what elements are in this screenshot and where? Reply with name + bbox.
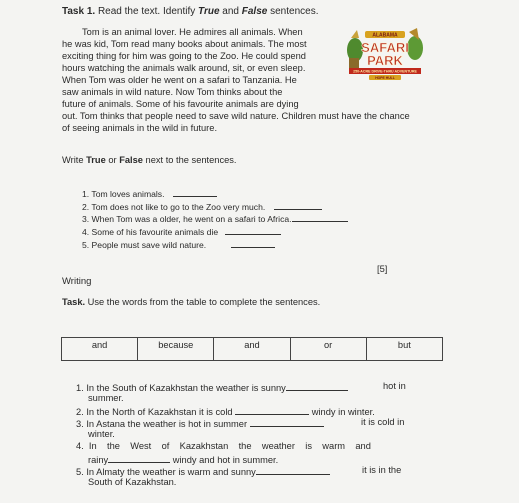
- tf-instruction: [62, 155, 237, 166]
- safari-park-logo: [347, 28, 423, 82]
- answer-blank[interactable]: [235, 405, 309, 415]
- logo-bottom-text: HOPE HULL: [375, 76, 395, 80]
- passage-line: Tom is an animal lover. He admires all animals. When: [82, 27, 303, 37]
- passage-line: out. Tom thinks that people need to save wild nature. Children must have the chance: [62, 111, 410, 121]
- sentence-text: 4. In the West of Kazakhstan the weather is warm and: [76, 441, 371, 451]
- word-table-row: [62, 338, 443, 361]
- answer-blank[interactable]: [292, 212, 348, 222]
- tf-item-text: 4. Some of his favourite animals die: [82, 227, 219, 237]
- sentence-text: hot in: [383, 381, 406, 391]
- title-suffix-text: sentences.: [267, 6, 319, 17]
- answer-blank[interactable]: [256, 465, 330, 475]
- answer-blank[interactable]: [108, 453, 170, 463]
- sentence-text: rainy: [88, 455, 109, 465]
- passage-line: When Tom was older he went on a safari to Tanzania. He: [62, 75, 297, 85]
- word-cell: and: [62, 338, 138, 361]
- passage-line: future of animals. Some of his favourite animals are dying: [62, 99, 299, 109]
- logo-graphic: [347, 28, 423, 82]
- logo-title-line1: SAFARI: [361, 40, 409, 55]
- passage-line: exciting thing for him was going to the Zoo. He could spend: [62, 51, 306, 61]
- sentence-text: 5. In Almaty the weather is warm and sunny: [76, 467, 256, 477]
- answer-blank[interactable]: [286, 381, 348, 391]
- sentence-text: 3. In Astana the weather is hot in summer: [76, 419, 248, 429]
- title-true-word: True: [198, 6, 220, 17]
- passage-line: he was kid, Tom read many books about animals. The most: [62, 39, 307, 49]
- task-label: Task.: [62, 297, 86, 307]
- answer-blank[interactable]: [231, 238, 275, 248]
- logo-title-line2: PARK: [367, 53, 403, 68]
- word-cell: because: [138, 338, 214, 361]
- tf-item: [82, 187, 217, 200]
- passage-line: hours watching the animals walk around, sit, or even sleep.: [62, 63, 306, 73]
- sentence-text: it is cold in: [361, 417, 405, 427]
- sentence-text: windy in winter.: [311, 407, 375, 417]
- word-cell: but: [366, 338, 442, 361]
- tf-item-text: 1. Tom loves animals.: [82, 189, 165, 199]
- tf-item: [82, 238, 275, 251]
- word-cell: and: [214, 338, 290, 361]
- passage-line: of seeing animals in the wild in future.: [62, 123, 218, 133]
- word-table: [61, 337, 443, 361]
- logo-top-text: ALABAMA: [372, 32, 398, 39]
- instruction-true-word: True: [86, 155, 106, 165]
- title-and-text: and: [219, 6, 242, 17]
- passage-line: saw animals in wild nature. Now Tom thinks about the: [62, 87, 283, 97]
- word-cell: or: [290, 338, 366, 361]
- sentence-text: windy and hot in summer.: [172, 455, 279, 465]
- sentence-text: winter.: [88, 429, 115, 439]
- task-text: Use the words from the table to complete the sentences.: [85, 297, 321, 307]
- title-text: Read the text. Identify: [95, 6, 199, 17]
- tf-item-text: 5. People must save wild nature.: [82, 240, 207, 250]
- instruction-text: or: [105, 155, 120, 165]
- answer-blank[interactable]: [225, 225, 281, 235]
- instruction-text: Write: [62, 155, 87, 165]
- section-heading: Writing: [62, 276, 92, 287]
- sentence-text: South of Kazakhstan.: [88, 477, 177, 487]
- answer-blank[interactable]: [274, 200, 322, 210]
- sentence-text: 1. In the South of Kazakhstan the weather is sunny: [76, 383, 286, 393]
- tf-item-text: 3. When Tom was a older, he went on a safari to Africa.: [82, 214, 292, 224]
- score-mark: [5]: [377, 264, 388, 274]
- answer-blank[interactable]: [250, 417, 324, 427]
- sentence-text: it is in the: [362, 465, 402, 475]
- writing-task: [62, 297, 320, 308]
- logo-tagline: 250-ACRE DRIVE-THRU ADVENTURE: [353, 69, 417, 74]
- tf-item-text: 2. Tom does not like to go to the Zoo very much.: [82, 202, 266, 212]
- tf-item: [82, 212, 348, 225]
- instruction-false-word: False: [119, 155, 143, 165]
- tf-item: [82, 225, 281, 238]
- answer-blank[interactable]: [173, 187, 217, 197]
- instruction-text: next to the sentences.: [142, 155, 237, 165]
- sentence-text: 2. In the North of Kazakhstan it is cold: [76, 407, 233, 417]
- task-number: Task 1.: [62, 6, 96, 17]
- title-false-word: False: [241, 6, 268, 17]
- sentence-text: summer.: [88, 393, 124, 403]
- task1-title: [62, 6, 319, 17]
